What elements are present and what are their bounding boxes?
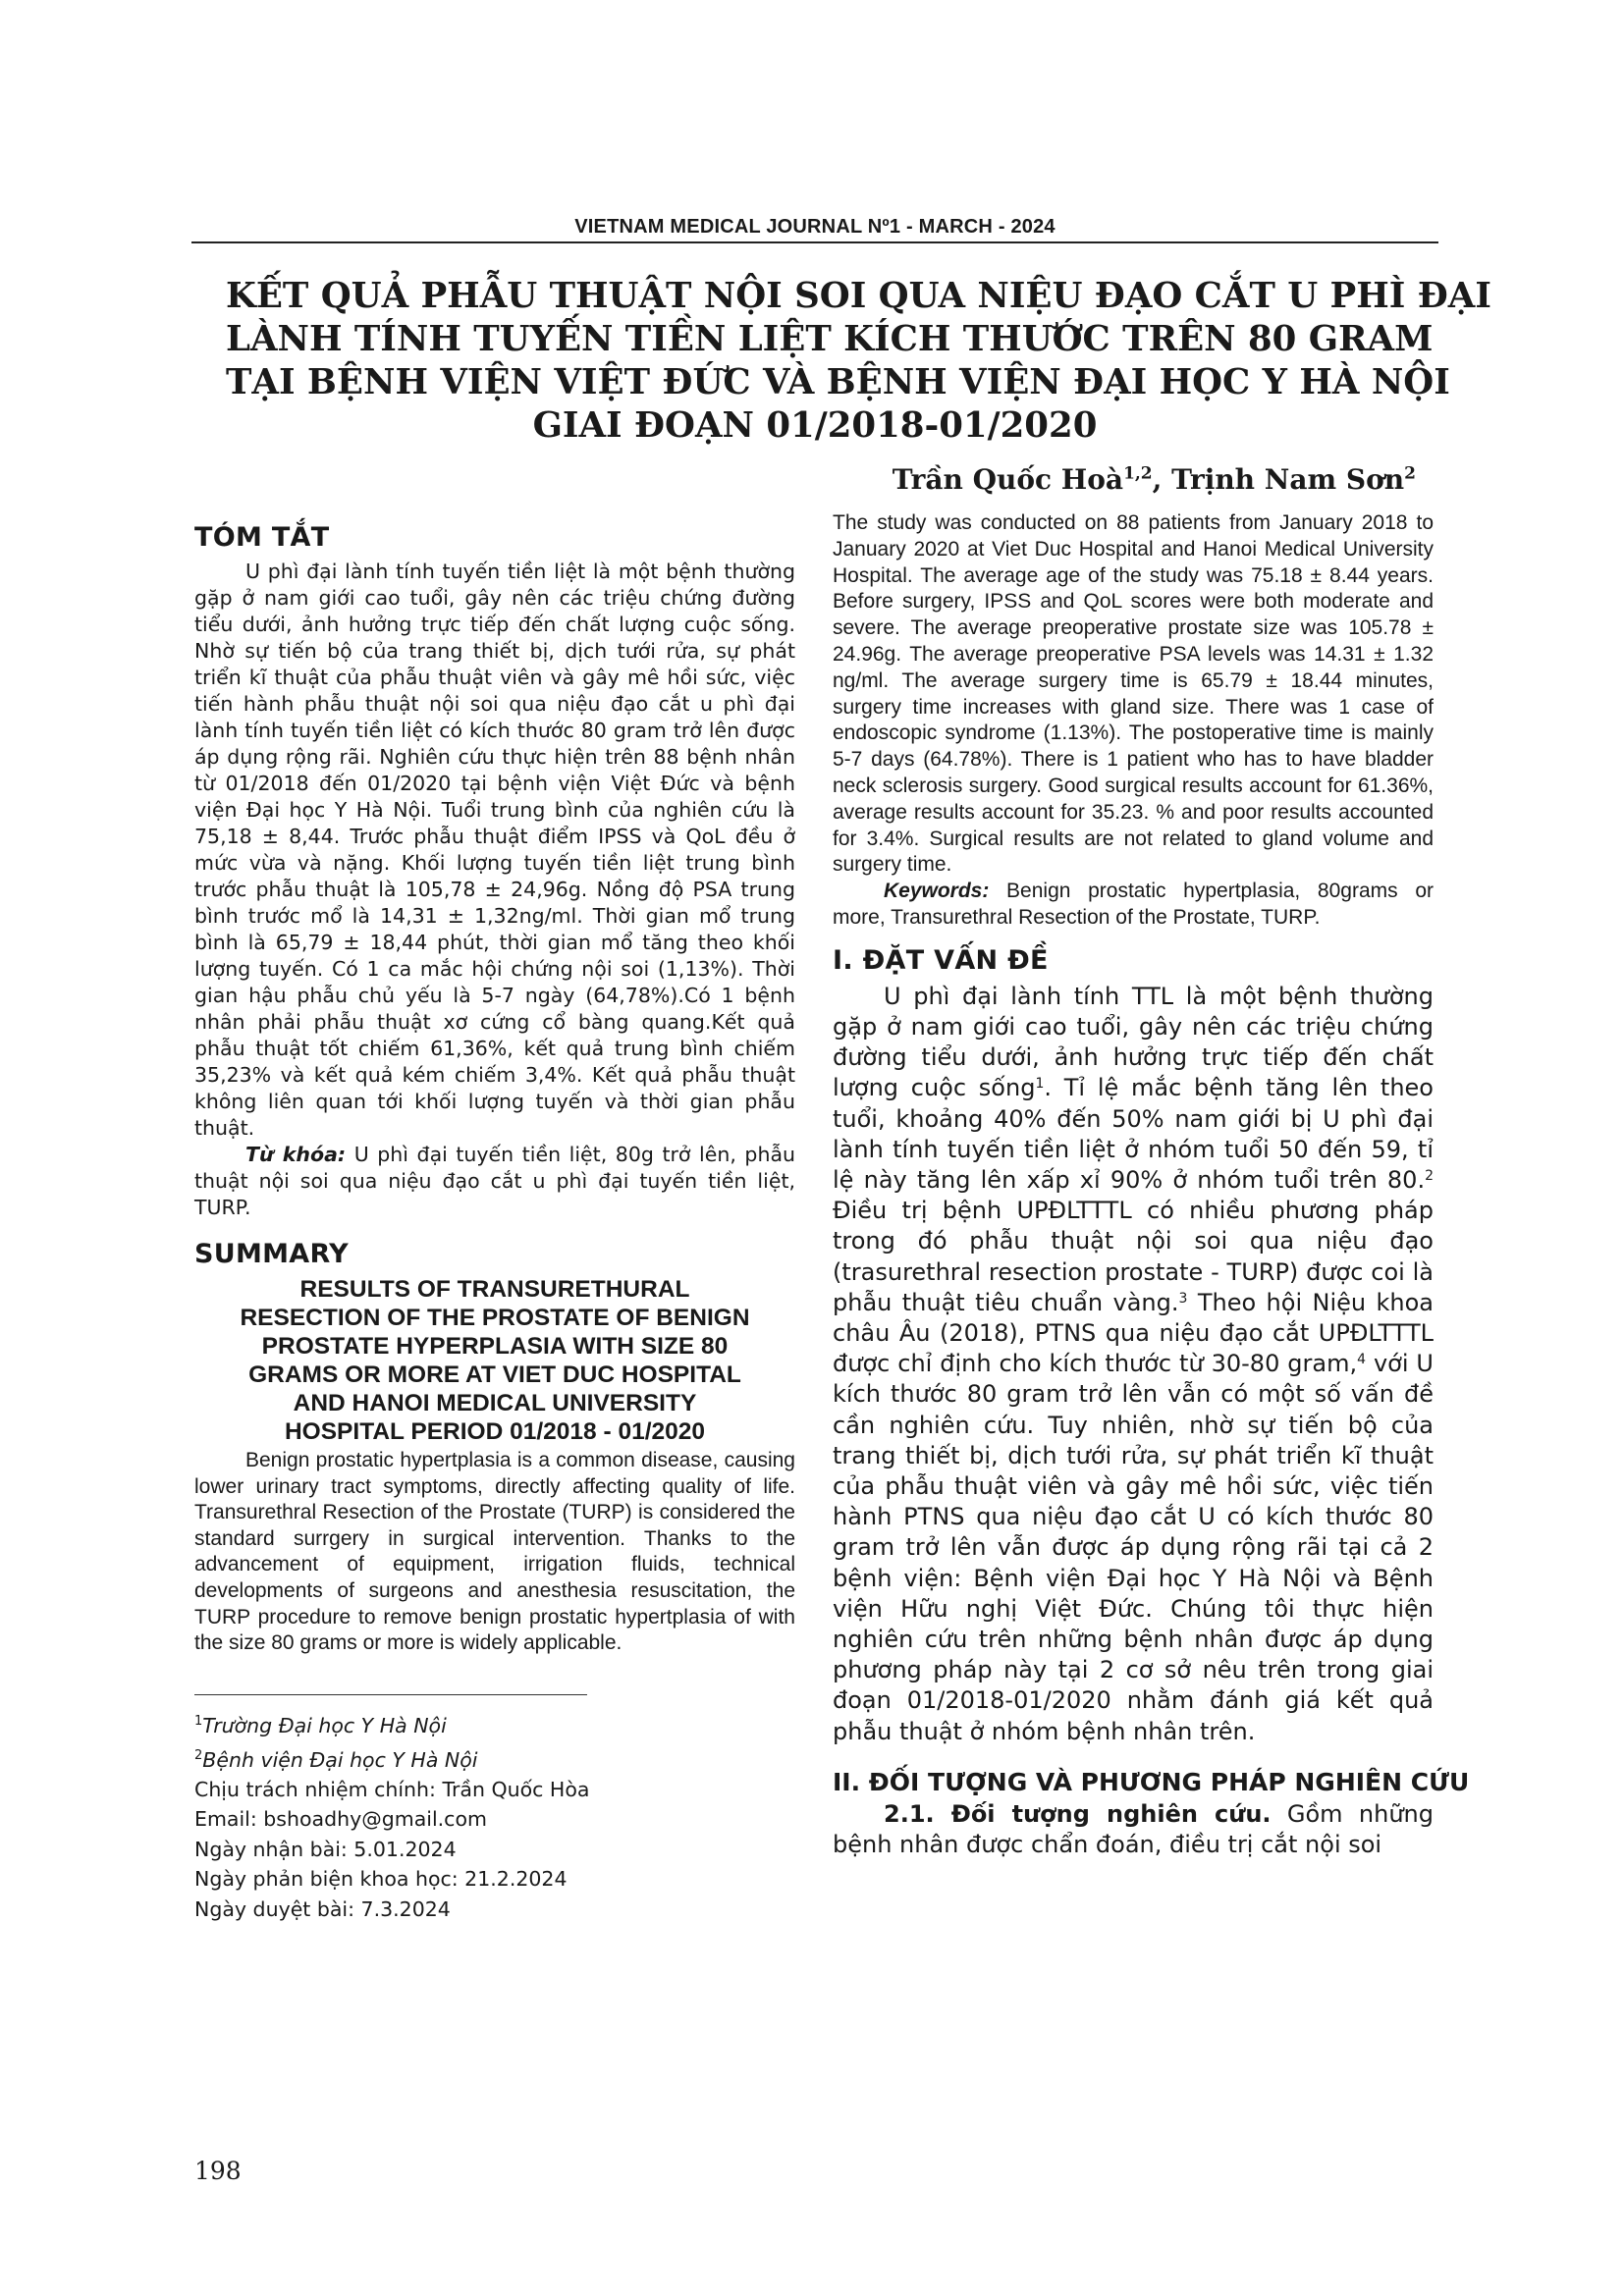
title-line: LÀNH TÍNH TUYẾN TIỀN LIỆT KÍCH THƯỚC TRÊN 80 GRAM xyxy=(226,319,1434,359)
footnote-number: 1 xyxy=(194,1714,203,1730)
journal-header: VIETNAM MEDICAL JOURNAL Nº1 - MARCH - 2024 xyxy=(574,216,1056,238)
footnote-reviewed: Ngày phản biện khoa học: 21.2.2024 xyxy=(194,1867,568,1892)
footnote-affiliation-1 xyxy=(194,1707,795,1740)
citation: 3 xyxy=(1178,1290,1188,1307)
abstract-heading: TÓM TẮT xyxy=(194,522,330,553)
keywords-label: Từ khóa: xyxy=(245,1143,347,1166)
footnote-email: Email: bshoadhy@gmail.com xyxy=(194,1807,487,1832)
summary-title-line: GRAMS OR MORE AT VIET DUC HOSPITAL xyxy=(248,1362,741,1388)
page-number: 198 xyxy=(194,2157,242,2185)
footnote-rule xyxy=(194,1694,587,1696)
intro-text: với U kích thước 80 gram trở lên vẫn có một số vấn đề cần nghiên cứu. Tuy nhiên, nhờ sự tiến bộ của trang thiết bị, dịch tưới rửa, sự phát triển kĩ thuật của phẫu thuật viên và gây mê hồi sức, việc tiến hành PTNS qua niệu đạo cắt U có kích thước 80 gram trở lên vẫn được áp dụng rộng rãi tại cả 2 bệnh viện: Bệnh viện Đại học Y Hà Nội và Bệnh viện Hữu nghị Việt Đức. Chúng tôi thực hiện nghiên cứu trên những bệnh nhân được áp dụng phương pháp này tại 2 cơ sở nêu trên trong giai đoạn 01/2018-01/2020 nhằm đánh giá kết quả phẫu thuật ở nhóm bệnh nhân trên. xyxy=(833,1350,1434,1745)
footnote-number: 2 xyxy=(194,1747,203,1763)
abstract-keywords xyxy=(194,1142,795,1221)
citation: 4 xyxy=(1357,1352,1367,1368)
summary-title-line: AND HANOI MEDICAL UNIVERSITY xyxy=(293,1390,697,1416)
intro-text: Điều trị bệnh UPĐLTTTL có nhiều phương pháp trong đó phẫu thuật nội soi qua niệu đạo (trasurethral resection prostate - TURP) được coi là phẫu thuật tiêu chuẩn vàng. xyxy=(833,1197,1434,1316)
intro-paragraph xyxy=(833,982,1434,1747)
summary-title-line: HOSPITAL PERIOD 01/2018 - 01/2020 xyxy=(284,1418,706,1445)
intro-text: . Tỉ lệ mắc bệnh tăng lên theo tuổi, khoảng 40% đến 50% nam giới bị U phì đại lành tính tuyến tiền liệt ở nhóm tuổi 50 đến 59, tỉ lệ này tăng lên xấp xỉ 90% ở nhóm tuổi trên 80. xyxy=(833,1074,1434,1194)
abstract-body: U phì đại lành tính tuyến tiền liệt là một bệnh thường gặp ở nam giới cao tuổi, gây nên các triệu chứng đường tiểu dưới, ảnh hưởng trực tiếp đến chất lượng cuộc sống. Nhờ sự tiến bộ của trang thiết bị, dịch tưới rửa, sự phát triển kĩ thuật của phẫu thuật viên và gây mê hồi sức, việc tiến hành phẫu thuật nội soi qua niệu đạo cắt u phì đại lành tính tuyến tiền liệt có kích thước 80 gram trở lên được áp dụng rộng rãi. Nghiên cứu thực hiện trên 88 bệnh nhân từ 01/2018 đến 01/2020 tại bệnh viện Việt Đức và bệnh viện Đại học Y Hà Nội. Tuổi trung bình của nghiên cứu là 75,18 ± 8,44. Trước phẫu thuật điểm IPSS và QoL đều ở mức vừa và nặng. Khối lượng tuyến tiền liệt trung bình trước phẫu thuật là 105,78 ± 24,96g. Nồng độ PSA trung bình trước mổ là 14,31 ± 1,32ng/ml. Thời gian mổ trung bình là 65,79 ± 18,44 phút, thời gian mổ tăng theo khối lượng tuyến. Có 1 ca mắc hội chứng nội soi (1,13%). Thời gian hậu phẫu chủ yếu là 5-7 ngày (64,78%).Có 1 bệnh nhân phải phẫu thuật xơ cứng cổ bàng quang.Kết quả phẫu thuật tốt chiếm 61,36%, kết quả trung bình chiếm 35,23% và kết quả kém chiếm 3,4%. Kết quả phẫu thuật không liên quan tới khối lượng tuyến và thời gian phẫu thuật. xyxy=(194,560,795,1140)
methods-paragraph xyxy=(833,1799,1434,1860)
keywords-text: U phì đại tuyến tiền liệt, 80g trở lên, phẫu thuật nội soi qua niệu đạo cắt u phì đại tuyến tiền liệt, TURP. xyxy=(194,1143,795,1219)
summary-body-continued: The study was conducted on 88 patients from January 2018 to January 2020 at Viet Duc Hospital and Hanoi Medical University Hospital. The average age of the study was 75.18 ± 8.44 years. Before surgery, IPSS and QoL scores were both moderate and severe. The average preoperative prostate size was 105.78 ± 24.96g. The average preoperative PSA levels was 14.31 ± 1.32 ng/ml. The average surgery time is 65.79 ± 18.44 minutes, surgery time increases with gland size. There was 1 case of endoscopic syndrome (1.13%). The postoperative time is mainly 5-7 days (64.78%). There is 1 patient who has to have bladder neck sclerosis surgery. Good surgical results account for 61.36%, average results account for 35.23. % and poor results accounted for 3.4%. Surgical results are not related to gland volume and surgery time. xyxy=(833,511,1434,877)
methods-text: Gồm những bệnh nhân được chẩn đoán, điều trị cắt nội soi xyxy=(833,1799,1434,1859)
author-affiliation: 1,2 xyxy=(1123,463,1153,484)
footnote-text: Trường Đại học Y Hà Nội xyxy=(202,1714,447,1738)
title-line: TẠI BỆNH VIỆN VIỆT ĐỨC VÀ BỆNH VIỆN ĐẠI HỌC Y HÀ NỘI xyxy=(226,362,1450,402)
author-name: Trịnh Nam Sơn xyxy=(1171,463,1405,496)
keywords-text: Benign prostatic hypertplasia, 80grams or more, Transurethral Resection of the Prostate, TURP. xyxy=(833,880,1434,929)
intro-text: Theo hội Niệu khoa châu Âu (2018), PTNS qua niệu đạo cắt UPĐLTTTL được chỉ định cho kích thước từ 30-80 gram, xyxy=(833,1288,1435,1378)
summary-keywords xyxy=(833,879,1434,932)
summary-title xyxy=(194,1275,795,1446)
article-title xyxy=(226,275,1491,448)
methods-heading: II. ĐỐI TƯỢNG VÀ PHƯƠNG PHÁP NGHIÊN CỨU xyxy=(833,1767,1470,1796)
citation: 2 xyxy=(1425,1167,1434,1184)
author-separator: , xyxy=(1152,463,1172,496)
footnote-responsible: Chịu trách nhiệm chính: Trần Quốc Hòa xyxy=(194,1777,590,1801)
left-column xyxy=(194,510,795,1924)
summary-title-line: RESECTION OF THE PROSTATE OF BENIGN xyxy=(240,1305,750,1331)
authors xyxy=(893,463,1416,496)
footnote-text: Bệnh viện Đại học Y Hà Nội xyxy=(202,1747,478,1772)
author-name: Trần Quốc Hoà xyxy=(892,463,1124,496)
summary-body: Benign prostatic hypertplasia is a common disease, causing lower urinary tract symptoms, directly affecting quality of life. Transurethral Resection of the Prostate (TURP) is considered the standard surrgery in surgical intervention. Thanks to the advancement of equipment, irrigation fluids, technical developments of surgeons and anesthesia resuscitation, the TURP procedure to remove benign prostatic hypertplasia of with the size 80 grams or more is widely applicable. xyxy=(194,1449,795,1655)
footnote-affiliation-2 xyxy=(194,1741,795,1775)
footnote-received: Ngày nhận bài: 5.01.2024 xyxy=(194,1837,457,1861)
summary-title-line: RESULTS OF TRANSURETHURAL xyxy=(299,1276,690,1303)
summary-title-line: PROSTATE HYPERPLASIA WITH SIZE 80 xyxy=(261,1333,729,1360)
title-line: GIAI ĐOẠN 01/2018-01/2020 xyxy=(532,405,1098,446)
keywords-label: Keywords: xyxy=(884,880,990,903)
intro-text: U phì đại lành tính TTL là một bệnh thường gặp ở nam giới cao tuổi, gây nên các triệu chứng đường tiểu dưới, ảnh hưởng trực tiếp đến chất lượng cuộc sống xyxy=(833,982,1434,1102)
summary-heading: SUMMARY xyxy=(194,1239,349,1269)
title-line: KẾT QUẢ PHẪU THUẬT NỘI SOI QUA NIỆU ĐẠO CẮT U PHÌ ĐẠI xyxy=(226,276,1491,316)
intro-heading: I. ĐẶT VẤN ĐỀ xyxy=(833,944,1049,976)
right-column xyxy=(833,510,1470,1860)
subsection-label: 2.1. Đối tượng nghiên cứu. xyxy=(884,1799,1272,1828)
footnote-accepted: Ngày duyệt bài: 7.3.2024 xyxy=(194,1896,451,1921)
citation: 1 xyxy=(1035,1076,1045,1093)
author-affiliation: 2 xyxy=(1404,463,1416,484)
header-rule xyxy=(191,241,1438,243)
